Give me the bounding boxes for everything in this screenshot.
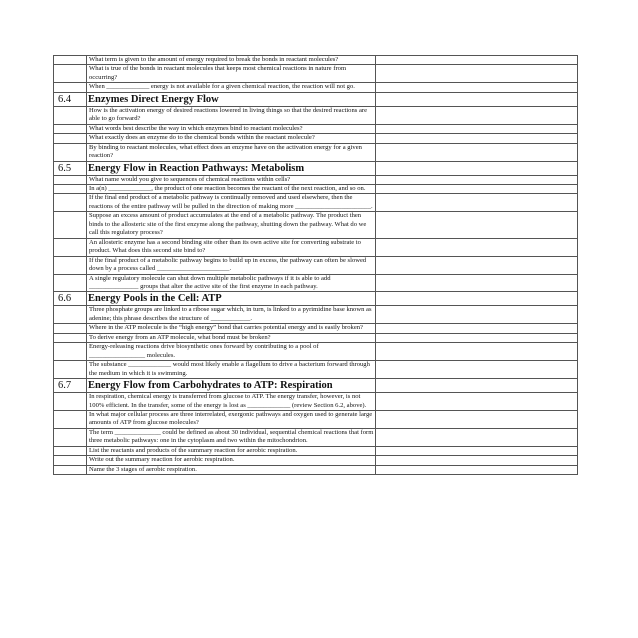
answer-cell[interactable] [376, 134, 578, 143]
answer-cell[interactable] [376, 428, 578, 446]
answer-cell[interactable] [376, 465, 578, 474]
number-cell [54, 175, 87, 184]
section-title: Energy Flow in Reaction Pathways: Metabolism [87, 161, 376, 175]
number-cell [54, 134, 87, 143]
section-header-row [54, 379, 578, 393]
answer-cell[interactable] [376, 124, 578, 133]
question-text: If the final end product of a metabolic pathway is continually removed and used elsewhere, then the reactions of the entire pathway will be pulled in the direction of making more _______________________. [87, 194, 376, 212]
worksheet-body [54, 56, 578, 475]
question-row [54, 456, 578, 465]
question-text: In respiration, chemical energy is transferred from glucose to ATP. The energy transfer, however, is not 100% efficient. In the transfer, some of the energy is lost as _____________ (review Section 6.2, above). [87, 393, 376, 411]
answer-cell[interactable] [376, 343, 578, 361]
section-blank-cell [376, 161, 578, 175]
section-number: 6.7 [54, 379, 87, 393]
question-text: What term is given to the amount of energy required to break the bonds in reactant molecules? [87, 56, 376, 65]
answer-cell[interactable] [376, 106, 578, 124]
question-row [54, 143, 578, 161]
section-number: 6.5 [54, 161, 87, 175]
question-text: Energy-releasing reactions drive biosynthetic ones forward by contributing to a pool of _________________ molecules. [87, 343, 376, 361]
number-cell [54, 124, 87, 133]
question-text: Suppose an excess amount of product accumulates at the end of a metabolic pathway. The product then binds to the allosteric site of the first enzyme along the pathway, shutting down the pathway. What do we call this regulatory process? [87, 212, 376, 238]
question-row [54, 361, 578, 379]
number-cell [54, 333, 87, 342]
answer-cell[interactable] [376, 83, 578, 92]
answer-cell[interactable] [376, 446, 578, 455]
question-row [54, 212, 578, 238]
question-text: The substance _____________ would most likely enable a flagellum to drive a bacterium forward through the medium in which it is swimming. [87, 361, 376, 379]
section-blank-cell [376, 92, 578, 106]
question-text: What exactly does an enzyme do to the chemical bonds within the reactant molecule? [87, 134, 376, 143]
number-cell [54, 274, 87, 292]
question-row [54, 324, 578, 333]
question-text: What name would you give to sequences of chemical reactions within cells? [87, 175, 376, 184]
number-cell [54, 83, 87, 92]
question-text: Write out the summary reaction for aerobic respiration. [87, 456, 376, 465]
question-row [54, 446, 578, 455]
question-row [54, 256, 578, 274]
worksheet-table [53, 55, 578, 475]
question-text: How is the activation energy of desired reactions lowered in living things so that the desired reactions are able to go forward? [87, 106, 376, 124]
question-text: A single regulatory molecule can shut down multiple metabolic pathways if it is able to add _______________ groups that alter the active site of the first enzyme in each pathway. [87, 274, 376, 292]
question-text: In what major cellular process are three interrelated, exergonic pathways and oxygen used to generate large amounts of ATP from glucose molecules? [87, 410, 376, 428]
answer-cell[interactable] [376, 456, 578, 465]
question-text: The term ______________ could be defined as about 30 individual, sequential chemical reactions that form three metabolic pathways: one in the cytoplasm and two within the mitochondrion. [87, 428, 376, 446]
question-text: By binding to reactant molecules, what effect does an enzyme have on the activation energy for a given reaction? [87, 143, 376, 161]
question-text: Where in the ATP molecule is the “high energy” bond that carries potential energy and is easily broken? [87, 324, 376, 333]
number-cell [54, 238, 87, 256]
question-row [54, 134, 578, 143]
number-cell [54, 446, 87, 455]
section-number: 6.4 [54, 92, 87, 106]
answer-cell[interactable] [376, 410, 578, 428]
question-row [54, 343, 578, 361]
question-row [54, 83, 578, 92]
answer-cell[interactable] [376, 184, 578, 193]
question-row [54, 428, 578, 446]
number-cell [54, 256, 87, 274]
question-row [54, 465, 578, 474]
question-text: To derive energy from an ATP molecule, what bond must be broken? [87, 333, 376, 342]
question-row [54, 333, 578, 342]
section-blank-cell [376, 292, 578, 306]
answer-cell[interactable] [376, 333, 578, 342]
answer-cell[interactable] [376, 256, 578, 274]
number-cell [54, 343, 87, 361]
question-text: List the reactants and products of the summary reaction for aerobic respiration. [87, 446, 376, 455]
section-title: Energy Pools in the Cell: ATP [87, 292, 376, 306]
answer-cell[interactable] [376, 194, 578, 212]
answer-cell[interactable] [376, 324, 578, 333]
number-cell [54, 106, 87, 124]
number-cell [54, 194, 87, 212]
number-cell [54, 143, 87, 161]
number-cell [54, 410, 87, 428]
question-row [54, 184, 578, 193]
question-row [54, 56, 578, 65]
question-row [54, 393, 578, 411]
question-text: An allosteric enzyme has a second binding site other than its own active site for converting substrate to product. What does this second site bind to? [87, 238, 376, 256]
answer-cell[interactable] [376, 361, 578, 379]
number-cell [54, 456, 87, 465]
answer-cell[interactable] [376, 212, 578, 238]
question-row [54, 65, 578, 83]
section-number: 6.6 [54, 292, 87, 306]
number-cell [54, 65, 87, 83]
question-row [54, 175, 578, 184]
section-header-row [54, 161, 578, 175]
question-row [54, 124, 578, 133]
question-row [54, 194, 578, 212]
number-cell [54, 212, 87, 238]
answer-cell[interactable] [376, 238, 578, 256]
answer-cell[interactable] [376, 143, 578, 161]
number-cell [54, 324, 87, 333]
answer-cell[interactable] [376, 175, 578, 184]
number-cell [54, 56, 87, 65]
question-row [54, 106, 578, 124]
number-cell [54, 361, 87, 379]
number-cell [54, 306, 87, 324]
number-cell [54, 393, 87, 411]
section-header-row [54, 292, 578, 306]
question-text: Three phosphate groups are linked to a ribose sugar which, in turn, is linked to a pyrimidine base known as adenine; this phrase describes the structure of ____________. [87, 306, 376, 324]
answer-cell[interactable] [376, 274, 578, 292]
section-title: Enzymes Direct Energy Flow [87, 92, 376, 106]
question-row [54, 410, 578, 428]
question-row [54, 274, 578, 292]
answer-cell[interactable] [376, 393, 578, 411]
question-text: What words best describe the way in which enzymes bind to reactant molecules? [87, 124, 376, 133]
question-text: In a(n) _____________, the product of one reaction becomes the reactant of the next reaction, and so on. [87, 184, 376, 193]
answer-cell[interactable] [376, 56, 578, 65]
question-text: When _____________ energy is not available for a given chemical reaction, the reaction will not go. [87, 83, 376, 92]
section-blank-cell [376, 379, 578, 393]
section-header-row [54, 92, 578, 106]
answer-cell[interactable] [376, 306, 578, 324]
number-cell [54, 428, 87, 446]
question-text: Name the 3 stages of aerobic respiration. [87, 465, 376, 474]
section-title: Energy Flow from Carbohydrates to ATP: Respiration [87, 379, 376, 393]
question-text: If the final product of a metabolic pathway begins to build up in excess, the pathway can often be slowed down by a process called ______________________. [87, 256, 376, 274]
question-row [54, 238, 578, 256]
number-cell [54, 184, 87, 193]
number-cell [54, 465, 87, 474]
question-text: What is true of the bonds in reactant molecules that keeps most chemical reactions in nature from occurring? [87, 65, 376, 83]
question-row [54, 306, 578, 324]
answer-cell[interactable] [376, 65, 578, 83]
